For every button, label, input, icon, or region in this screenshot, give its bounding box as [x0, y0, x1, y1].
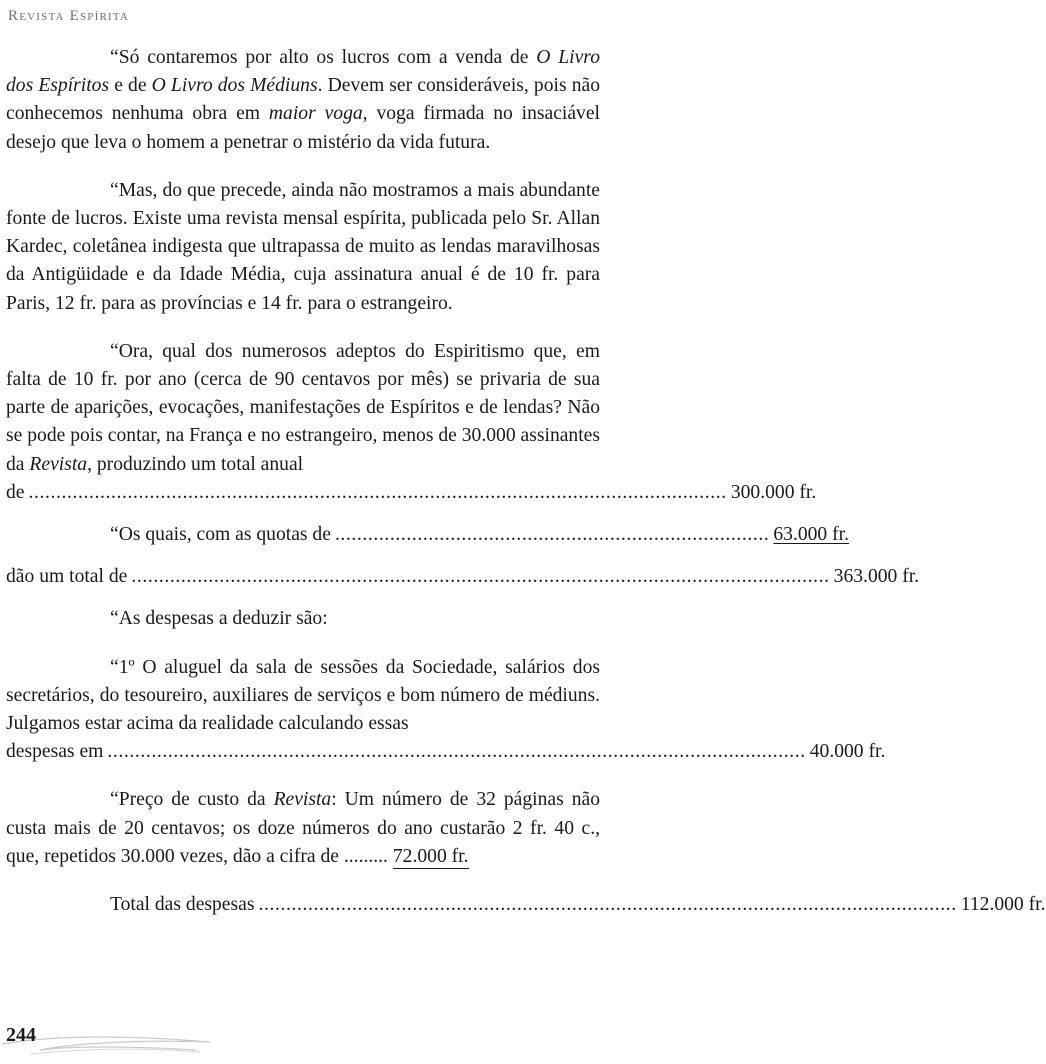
ledger-line-total-despesas: [6, 891, 1046, 919]
dot-leader: ...............................................................................................................................: [131, 566, 830, 588]
ledger-line-despesas: [6, 738, 886, 766]
paragraph-despesas-intro: “As despesas a deduzir são:: [110, 608, 328, 630]
journal-title: Revista: [29, 453, 88, 475]
text-run: : Um número de 32 páginas não custa mais de 20 centavos; os doze números do ano custarão 2 fr. 40 c., que, repetidos 30.000 vezes, dão a cifra de: [6, 789, 601, 867]
text-run: , voga firmada no insaciável desejo que leva o homem a penetrar o mistério da vida futura.: [6, 103, 600, 153]
dot-leader: ...............................................................................................................................: [28, 481, 727, 503]
italic-phrase: maior voga: [268, 103, 363, 125]
ledger-amount: 363.000 fr.: [833, 566, 920, 588]
book-title: O Livro dos Espíritos: [6, 47, 600, 97]
dot-leader: ...............................................................................................................................: [107, 741, 806, 763]
ledger-amount: 300.000 fr.: [730, 481, 817, 503]
ledger-line-total-receitas: [6, 563, 920, 591]
text-run: , produzindo um total anual: [87, 453, 304, 475]
dot-leader: ...............................................................................................................................: [258, 894, 957, 916]
book-title: O Livro dos Médiuns: [151, 75, 318, 97]
ledger-line-quotas: [6, 521, 849, 549]
text-run: e de: [109, 75, 152, 97]
journal-title: Revista: [273, 789, 332, 811]
text-run: “Preço de custo da: [110, 789, 274, 811]
ledger-label: Total das despesas: [110, 894, 255, 916]
text-run: “Só contaremos por alto os lucros com a venda de: [110, 47, 537, 68]
ledger-amount: 112.000 fr.: [960, 894, 1046, 916]
running-header: Revista Espírita: [8, 8, 130, 24]
ledger-amount: 40.000 fr.: [809, 741, 886, 763]
paragraph-aluguel: “1º O aluguel da sala de sessões da Sociedade, salários dos secretários, do tesoureiro, auxiliares de serviços e bom número de médiuns. Julgamos estar acima da realidade calculando essas: [6, 656, 600, 735]
paragraph-revista: “Mas, do que precede, ainda não mostramos a mais abundante fonte de lucros. Existe uma revista mensal espírita, publicada pelo Sr. Allan Kardec, coletânea indigesta que ultrapassa de muito as lendas maravilhosas da Antigüidade e da Idade Média, cuja assinatura anual é de 10 fr. para Paris, 12 fr. para as províncias e 14 fr. para o estrangeiro.: [6, 179, 600, 314]
ledger-line-subscriptions: [6, 479, 817, 507]
paragraph-livros: [6, 44, 600, 157]
ledger-label: dão um total de: [6, 566, 128, 588]
ledger-label: de: [6, 481, 25, 503]
text-run: “Ora, qual dos numerosos adeptos do Espiritismo que, em falta de 10 fr. por ano (cerca de 90 centavos por mês) se privaria de sua parte de aparições, evocações, manifestações de Espíritos e de lendas? Não se pode pois contar, na França e no estrangeiro, menos de 30.000 assinantes da: [6, 340, 600, 475]
paragraph-custo-revista: “Preço de custo da Revista: Um número de 32 páginas não custa mais de 20 centavos; os doze números do ano custarão 2 fr. 40 c., que, repetidos 30.000 vezes, dão a cifra de ......... 72.000 fr.: [6, 789, 601, 867]
ledger-label: “Os quais, com as quotas de: [110, 524, 331, 546]
ledger-amount: 72.000 fr.: [392, 845, 469, 867]
paragraph-assinantes: [6, 338, 600, 479]
dot-leader: ...............................................................................: [334, 524, 770, 546]
ledger-amount: 63.000 fr.: [773, 524, 849, 546]
ledger-label: despesas em: [6, 741, 104, 763]
page-body: [6, 44, 1046, 919]
text-run: . Devem ser consideráveis, pois não conhecemos nenhuma obra em: [6, 75, 600, 125]
page-number: 244: [6, 1024, 36, 1046]
